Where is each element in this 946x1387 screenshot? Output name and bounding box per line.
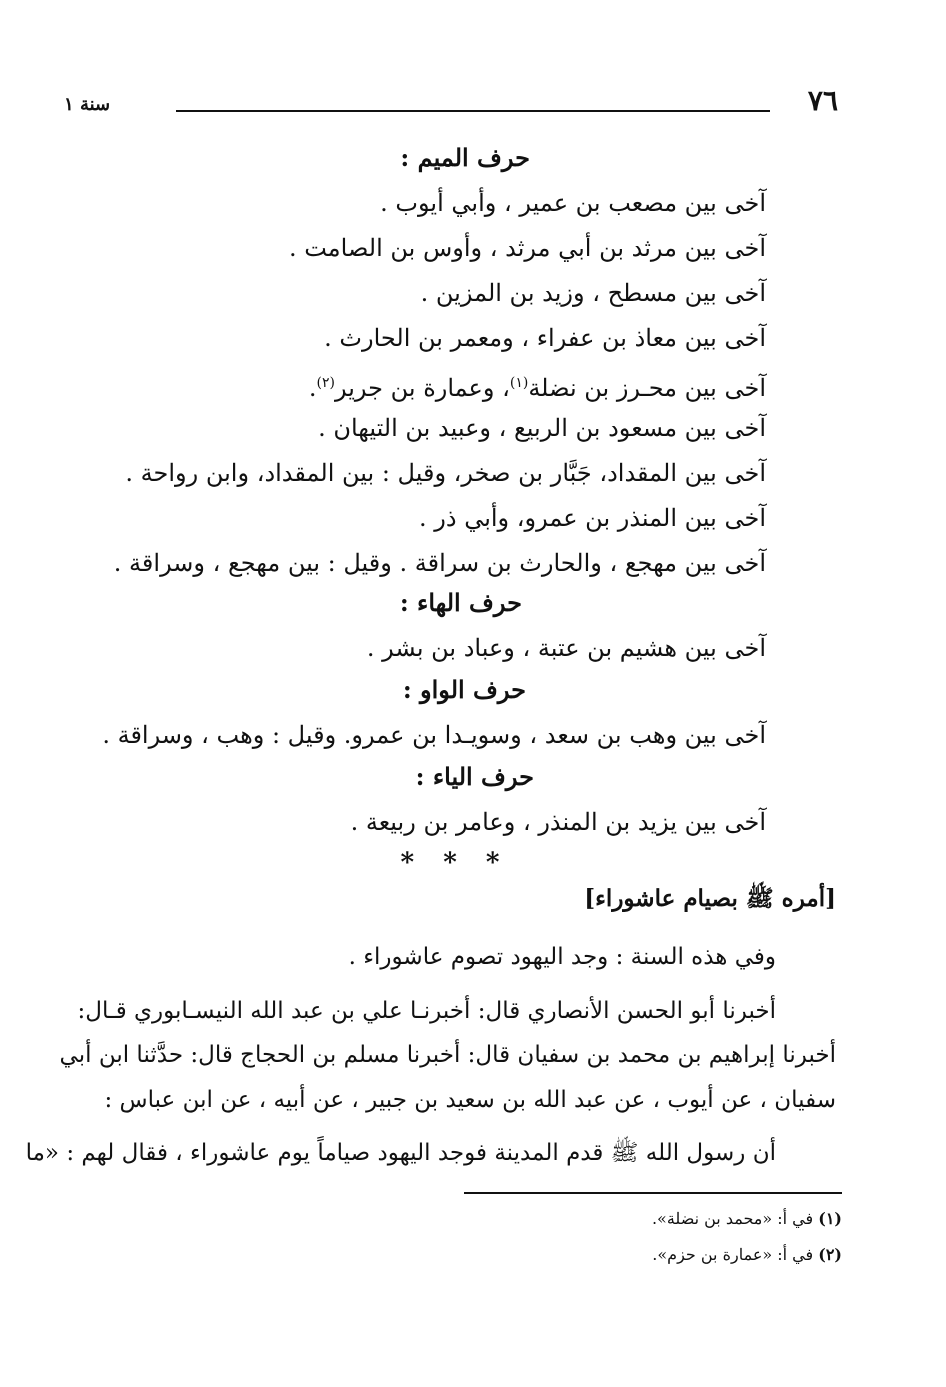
year-label: سنة ١ — [64, 94, 111, 115]
footnote — [652, 1244, 842, 1266]
entry-line: آخى بين مهجع ، والحارث بن سراقة . وقيل : بين مهجع ، وسراقة . — [113, 549, 766, 577]
entry-line: آخى بين يزيد بن المنذر ، وعامر بن ربيعة . — [350, 808, 766, 836]
paragraph-line: أخبرنا إبراهيم بن محمد بن سفيان قال: أخبرنا مسلم بن الحجاج قال: حدَّثنا ابن أبي — [59, 1042, 836, 1068]
entry-text: . — [308, 374, 317, 402]
footnote-rule — [464, 1192, 842, 1194]
section-title: [أمره ﷺ بصيام عاشوراء] — [584, 885, 836, 912]
footnote-number: (١) — [818, 1209, 842, 1228]
footnote-text: في أ: «محمد بن نضلة». — [651, 1209, 814, 1228]
entry-line: آخى بين وهب بن سعد ، وسويـدا بن عمرو. وقيل : وهب ، وسراقة . — [102, 721, 766, 749]
entry-line: آخى بين مرثد بن أبي مرثد ، وأوس بن الصامت . — [288, 234, 766, 262]
entry-line: آخى بين مسعود بن الربيع ، وعبيد بن التيهان . — [318, 414, 766, 442]
footnote-text: في أ: «عمارة بن حزم». — [652, 1245, 814, 1264]
entry-text: آخى بين محـرز بن نضلة — [528, 374, 766, 402]
footnote — [652, 1208, 842, 1230]
header-rule — [176, 110, 770, 112]
entry-line-with-footnotes — [309, 368, 766, 403]
heading-letter-meem: حرف الميم : — [400, 143, 530, 172]
footnote-ref[interactable]: (١) — [509, 375, 529, 391]
page-header — [64, 84, 842, 124]
entry-line: آخى بين مصعب بن عمير ، وأبي أيوب . — [380, 189, 766, 217]
heading-letter-yaa: حرف الياء : — [415, 762, 534, 791]
paragraph-line: وفي هذه السنة : وجد اليهود تصوم عاشوراء . — [348, 944, 776, 970]
entry-line: آخى بين المنذر بن عمرو، وأبي ذر . — [419, 504, 766, 532]
entry-line: آخى بين المقداد، جَبَّار بن صخر، وقيل : بين المقداد، وابن رواحة . — [125, 459, 766, 487]
footnote-ref[interactable]: (٢) — [316, 375, 335, 391]
paragraph-line: أن رسول الله ﷺ قدم المدينة فوجد اليهود صياماً يوم عاشوراء ، فقال لهم : «ما — [25, 1140, 776, 1166]
entry-line: آخى بين مسطح ، وزيد بن المزين . — [420, 279, 766, 307]
entry-line: آخى بين هشيم بن عتبة ، وعباد بن بشر . — [366, 634, 766, 662]
entry-text: ، وعمارة بن جرير — [335, 374, 510, 402]
paragraph-line: سفيان ، عن أيوب ، عن عبد الله بن سعيد بن جبير ، عن أبيه ، عن ابن عباس : — [104, 1087, 836, 1113]
page-number: ٧٦ — [807, 84, 838, 117]
section-separator: * * * — [400, 848, 510, 878]
heading-letter-waw: حرف الواو : — [402, 675, 526, 704]
paragraph-line: أخبرنا أبو الحسن الأنصاري قال: أخبرنـا علي بن عبد الله النيسـابوري قـال: — [77, 998, 776, 1024]
heading-letter-haa: حرف الهاء : — [399, 588, 522, 617]
footnote-number: (٢) — [818, 1245, 842, 1264]
entry-line: آخى بين معاذ بن عفراء ، ومعمر بن الحارث . — [324, 324, 766, 352]
